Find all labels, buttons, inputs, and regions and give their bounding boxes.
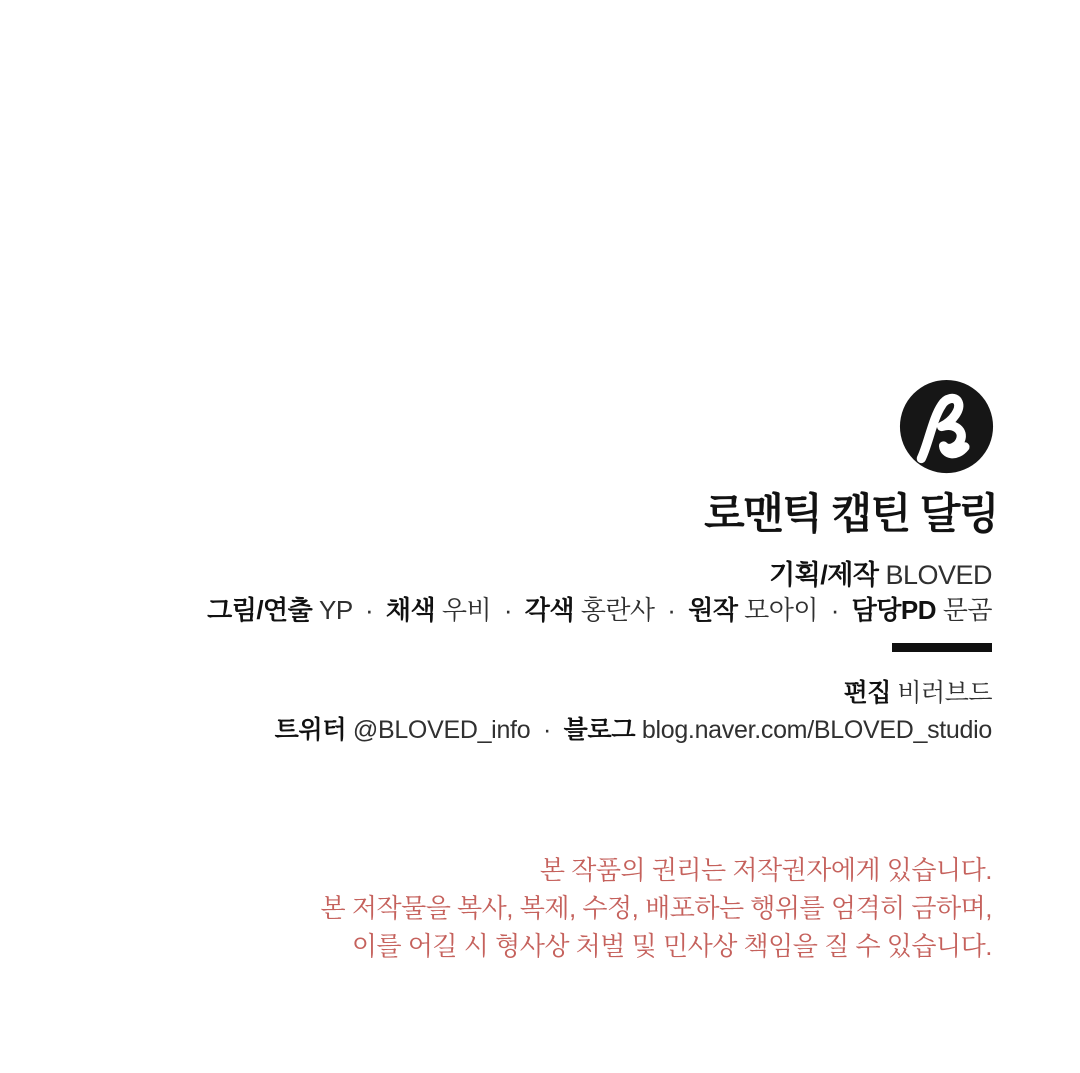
editor-credit-line [844, 673, 992, 709]
twitter-handle: @BLOVED_info [352, 716, 531, 744]
dot-separator: · [364, 595, 374, 625]
colorist-value: 우비 [441, 595, 492, 625]
artist-label: 그림/연출 [207, 595, 313, 625]
original-value: 모아이 [744, 595, 819, 625]
dot-separator: · [503, 595, 512, 625]
producer-credit-line [769, 553, 992, 592]
blog-url: blog.naver.com/BLOVED_studio [641, 716, 992, 744]
bloved-logo-icon [897, 379, 996, 476]
artist-value: YP [319, 595, 353, 625]
divider-bar [892, 643, 992, 652]
producer-value: BLOVED [885, 560, 992, 590]
dot-separator: · [830, 595, 839, 625]
copyright-line-3: 이를 어길 시 형사상 처벌 및 민사상 책임을 질 수 있습니다. [351, 931, 992, 961]
twitter-label: 트위터 [274, 716, 347, 744]
copyright-line-2: 본 저작물을 복사, 복제, 수정, 배포하는 행위를 엄격히 금하며, [320, 893, 992, 923]
adaptation-label: 각색 [524, 595, 574, 625]
adaptation-value: 홍란사 [580, 595, 655, 625]
copyright-line-1: 본 작품의 권리는 저작권자에게 있습니다. [539, 855, 992, 885]
editor-value: 비러브드 [897, 679, 992, 707]
colorist-label: 채색 [385, 595, 436, 625]
original-label: 원작 [688, 595, 738, 625]
producer-label: 기획/제작 [769, 560, 879, 590]
pd-value: 문곰 [942, 595, 992, 625]
dot-separator: · [667, 595, 676, 625]
series-title: 로맨틱 캡틴 달링 [704, 490, 998, 537]
copyright-notice [321, 851, 992, 965]
editor-label: 편집 [843, 679, 891, 707]
blog-label: 블로그 [563, 716, 636, 744]
dot-separator: · [542, 716, 551, 744]
pd-label: 담당PD [851, 595, 937, 625]
contact-line [275, 710, 992, 746]
staff-credit-line [207, 590, 992, 627]
